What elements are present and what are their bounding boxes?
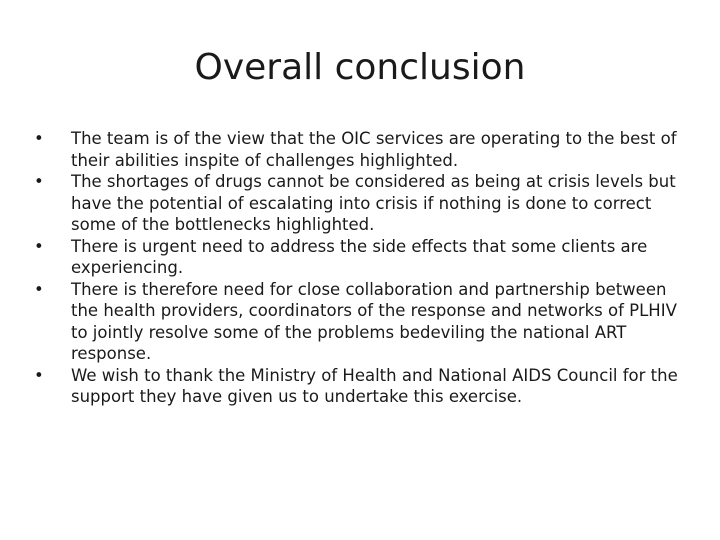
bullet-text: The team is of the view that the OIC services are operating to the best of their abilities inspite of challenges highlighted.	[71, 129, 677, 170]
bullet-text: There is urgent need to address the side effects that some clients are experiencing.	[71, 236, 648, 277]
bullet-item	[34, 236, 694, 279]
bullet-text: There is therefore need for close collaboration and partnership between the health providers, coordinators of the response and networks of PLHIV to jointly resolve some of the problems bedeviling the national ART response.	[71, 279, 677, 363]
bullet-text: The shortages of drugs cannot be considered as being at crisis levels but have the potential of escalating into crisis if nothing is done to correct some of the bottlenecks highlighted.	[71, 172, 676, 234]
bullet-item	[34, 279, 694, 365]
bullet-item	[34, 171, 694, 236]
bullet-dot-icon: •	[34, 129, 44, 148]
bullet-list	[34, 128, 694, 408]
bullet-item	[34, 365, 694, 408]
bullet-dot-icon: •	[34, 279, 44, 299]
bullet-dot-icon: •	[34, 172, 44, 191]
bullet-text: We wish to thank the Ministry of Health and National AIDS Council for the support they have given us to undertake this exercise.	[71, 365, 678, 406]
bullet-dot-icon: •	[34, 365, 44, 385]
bullet-dot-icon: •	[34, 236, 44, 256]
bullet-item	[34, 128, 694, 171]
slide-title: Overall conclusion	[194, 47, 526, 88]
